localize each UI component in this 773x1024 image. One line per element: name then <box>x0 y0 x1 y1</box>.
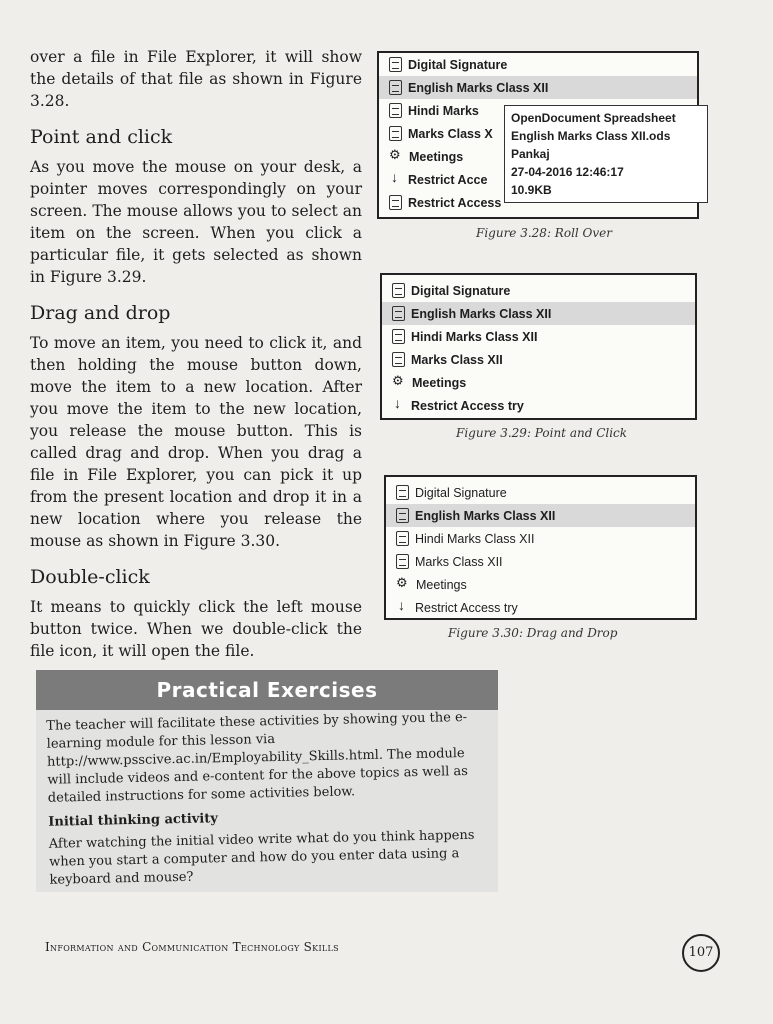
file-row[interactable]: ⚙ Meetings <box>382 371 695 394</box>
intro-paragraph: over a file in File Explorer, it will show the details of that file as shown in Figure 3.28. <box>30 48 362 110</box>
file-row[interactable]: Restrict Access <box>379 191 697 214</box>
file-row[interactable]: Hindi Marks Class XII <box>386 527 695 550</box>
file-row-selected[interactable]: English Marks Class XII <box>382 302 695 325</box>
spreadsheet-icon <box>396 508 409 523</box>
figure-3-29 <box>380 273 697 420</box>
activity-text: After watching the initial video write what do you think happens when you start a computer and how do you enter data using a keyboard and mouse? <box>48 827 475 888</box>
practical-exercises-body <box>36 700 502 902</box>
spreadsheet-icon <box>392 306 405 321</box>
meetings-icon <box>392 375 406 390</box>
activity-subheading: Initial thinking activity <box>48 811 218 830</box>
file-row[interactable]: Hindi Marks <box>379 99 697 122</box>
download-file-icon <box>389 172 402 187</box>
practical-intro: The teacher will facilitate these activities by showing you the e-learning module for this lesson via http://www.psscive.ac.in/Employability_Skills.html. The module will include videos and e-content for the above topics as well as detailed instructions for some activities below. <box>46 709 469 806</box>
spreadsheet-icon <box>389 80 402 95</box>
file-row[interactable]: ⚙ Meetings <box>379 145 697 168</box>
practical-exercises-box <box>36 670 498 892</box>
file-row[interactable]: ↓ Restrict Access try <box>386 596 695 619</box>
heading-drag-drop: Drag and drop <box>30 302 171 324</box>
figure-3-28-caption: Figure 3.28: Roll Over <box>476 226 613 240</box>
heading-point-click: Point and click <box>30 126 173 148</box>
file-details-tooltip: OpenDocument Spreadsheet English Marks Class XII.ods Pankaj 27-04-2016 12:46:17 10.9KB <box>504 105 708 203</box>
figure-3-30-caption: Figure 3.30: Drag and Drop <box>448 626 618 640</box>
meetings-icon <box>389 149 403 164</box>
download-file-icon <box>396 600 409 615</box>
file-row[interactable]: Digital Signature <box>386 481 695 504</box>
file-row[interactable]: Hindi Marks Class XII <box>382 325 695 348</box>
file-row[interactable]: Digital Signature <box>382 279 695 302</box>
practical-exercises-title: Practical Exercises <box>36 670 498 710</box>
spreadsheet-icon <box>392 329 405 344</box>
spreadsheet-icon <box>392 283 405 298</box>
spreadsheet-icon <box>396 531 409 546</box>
spreadsheet-icon <box>396 485 409 500</box>
book-footer: Information and Communication Technology Skills <box>45 940 339 954</box>
file-row[interactable]: ↓ Restrict Access try <box>382 394 695 417</box>
heading-double-click: Double-click <box>30 566 150 588</box>
figure-3-29-caption: Figure 3.29: Point and Click <box>456 426 628 440</box>
figure-3-30 <box>384 475 697 620</box>
spreadsheet-icon <box>389 103 402 118</box>
file-row-selected[interactable]: English Marks Class XII <box>386 504 695 527</box>
point-click-text: As you move the mouse on your desk, a pointer moves correspondingly on your screen. The mouse allows you to select an item on the screen. When you click a particular file, it gets selected as shown in Figure 3.29. <box>30 158 362 286</box>
spreadsheet-icon <box>389 57 402 72</box>
page-number: 107 <box>682 934 720 972</box>
double-click-text: It means to quickly click the left mouse button twice. When we double-click the file icon, it will open the file. <box>30 598 362 660</box>
file-row[interactable]: Marks Class X <box>379 122 697 145</box>
file-row-selected[interactable]: English Marks Class XII <box>379 76 697 99</box>
spreadsheet-icon <box>389 126 402 141</box>
download-file-icon <box>392 398 405 413</box>
file-row[interactable]: ⚙ Meetings <box>386 573 695 596</box>
file-row[interactable]: ↓ Restrict Acce <box>379 168 697 191</box>
drag-drop-text: To move an item, you need to click it, and then holding the mouse button down, move the item to a new location. After you move the item to the new location, you release the mouse button. This is called drag and drop. When you drag a file in File Explorer, you can pick it up from the present location and drop it in a new location where you release the mouse as shown in Figure 3.30. <box>30 334 362 550</box>
spreadsheet-icon <box>389 195 402 210</box>
meetings-icon <box>396 577 410 592</box>
file-row[interactable]: Marks Class XII <box>386 550 695 573</box>
spreadsheet-icon <box>392 352 405 367</box>
left-column <box>30 46 362 670</box>
file-row[interactable]: Marks Class XII <box>382 348 695 371</box>
file-row[interactable]: Digital Signature <box>379 53 697 76</box>
spreadsheet-icon <box>396 554 409 569</box>
